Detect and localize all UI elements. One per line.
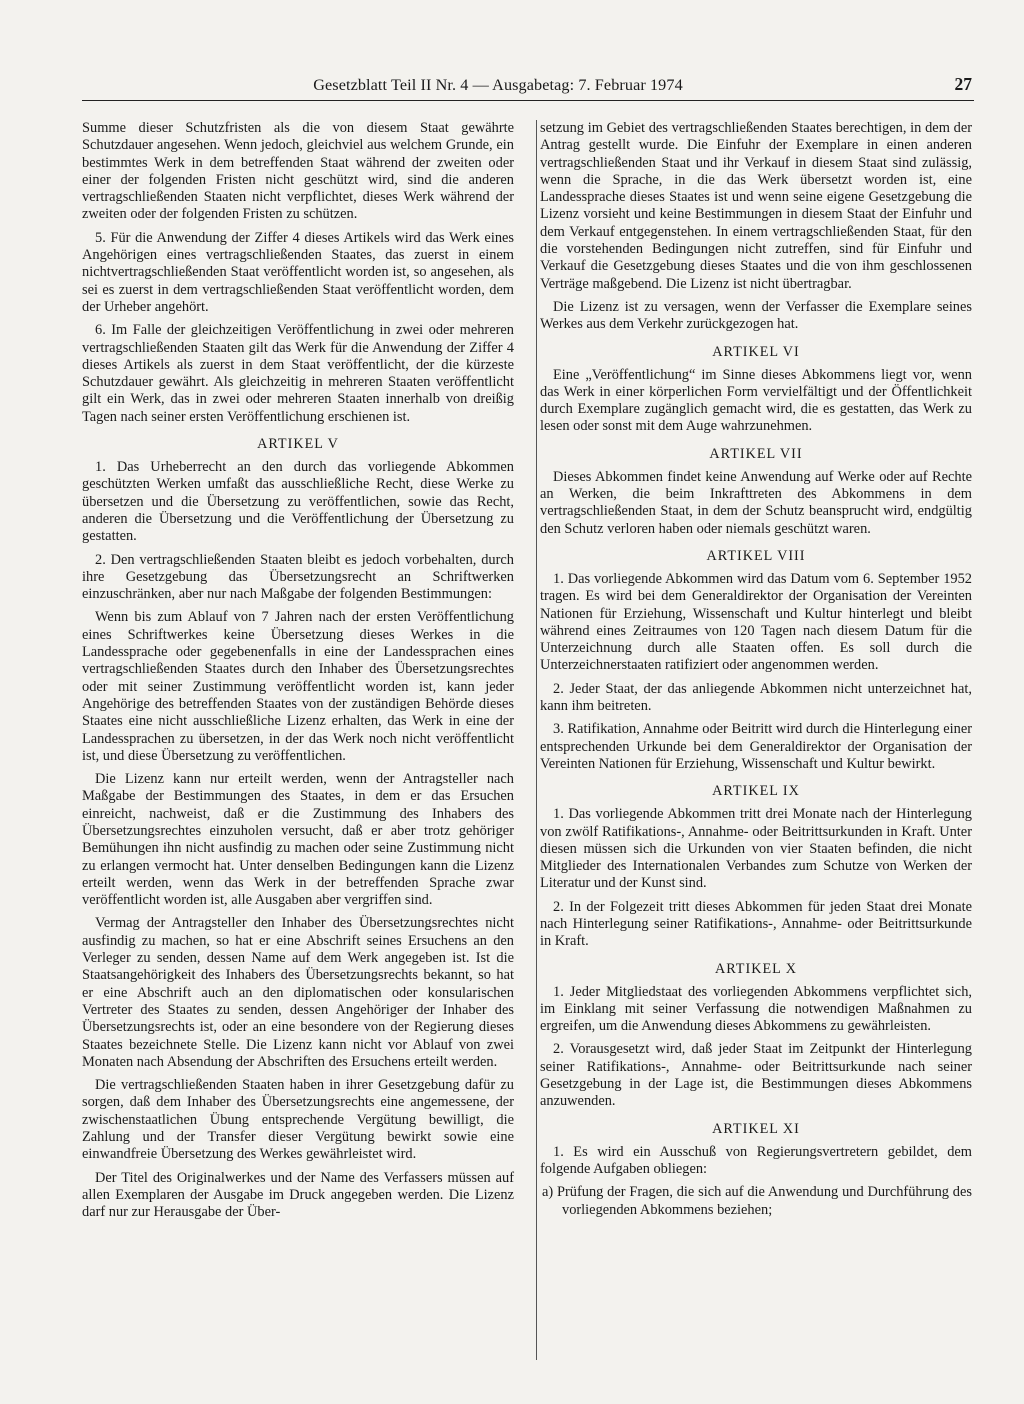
paragraph: Der Titel des Originalwerkes und der Name des Verfassers müssen auf allen Exemplaren der Ausgabe im Druck angegeben werden. Die Lizenz darf nur zur Herausgabe der Über- — [82, 1169, 514, 1221]
left-column — [82, 120, 514, 1228]
paragraph: Dieses Abkommen findet keine Anwendung auf Werke oder auf Rechte an Werken, die beim Inkrafttreten des Abkommens in dem vertragschließenden Staat, in dem der Schutz beansprucht wird, endgültig den Schutz verloren haben oder niemals geschützt waren. — [540, 468, 972, 537]
header-title: Gesetzblatt Teil II Nr. 4 — Ausgabetag: 7. Februar 1974 — [313, 76, 683, 94]
paragraph: 1. Jeder Mitgliedstaat des vorliegenden Abkommens verpflichtet sich, im Einklang mit seiner Verfassung die notwendigen Maßnahmen zu ergreifen, um die Anwendung dieses Abkommens zu gewährleisten. — [540, 983, 972, 1035]
page-number: 27 — [954, 74, 972, 94]
paragraph: Vermag der Antragsteller den Inhaber des Übersetzungsrechtes nicht ausfindig zu machen, so hat er eine Abschrift seines Ersuchens an den Verleger zu senden, dessen Name auf dem Werk angegeben ist. Ist die Staatsangehörigkeit des Inhabers des Übersetzungsrechts bekannt, so hat er eine Abschrift auch an den diplomatischen oder konsularischen Vertreter des Staates zu senden, dessen Angehöriger der Inhaber des Übersetzungsrechts ist, oder an eine besondere von der Regierung dieses Staates bezeichnete Stelle. Die Lizenz kann nicht vor Ablauf von zwei Monaten nach Absendung der Abschriften des Ersuchens erteilt werden. — [82, 915, 514, 1070]
paragraph: 1. Es wird ein Ausschuß von Regierungsvertretern gebildet, dem folgende Aufgaben obliegen: — [540, 1143, 972, 1177]
paragraph: Die vertragschließenden Staaten haben in ihrer Gesetzgebung dafür zu sorgen, daß dem Inhaber des Übersetzungsrechts eine angemessene, der zwischenstaatlichen Übung entsprechende Vergütung bewilligt, die Zahlung und der Transfer dieser Vergütung bewirkt sowie eine einwandfreie Übersetzung des Werkes gewährleistet wird. — [82, 1077, 514, 1163]
paragraph: Die Lizenz kann nur erteilt werden, wenn der Antragsteller nach Maßgabe der Bestimmungen des Staates, in dem er das Ersuchen einreicht, nachweist, daß er die Zustimmung des Inhabers des Übersetzungsrechtes einzuholen versucht, daß er aber trotz gehöriger Bemühungen ihn nicht ausfindig zu machen oder seine Zustimmung nicht zu erlangen vermocht hat. Unter denselben Bedingungen kann die Lizenz erteilt werden, wenn das Werk in der betreffenden Sprache zwar veröffentlicht worden ist, alle Ausgaben aber vergriffen sind. — [82, 771, 514, 909]
paragraph: setzung im Gebiet des vertragschließenden Staates berechtigen, in dem der Antrag gestellt wurde. Die Einfuhr der Exemplare in einen anderen vertragschließenden Staat und ihr Verkauf in diesem Staat sind zulässig, wenn die Sprache, in die das Werk übersetzt worden ist, eine Landessprache dieses Staates ist und wenn seine eigene Gesetzgebung die Lizenz vorsieht und keine Bestimmungen in diesem Staat der Einfuhr und dem Verkauf entgegenstehen. In einem vertragschließenden Staat, für den die vorstehenden Bedingungen nicht zutreffen, sind für Einfuhr und Verkauf die Gesetzgebung dieses Staates und die von ihm geschlossenen Verträge maßgebend. Die Lizenz ist nicht übertragbar. — [540, 120, 972, 292]
page-header — [82, 74, 974, 101]
paragraph: 5. Für die Anwendung der Ziffer 4 dieses Artikels wird das Werk eines Angehörigen eines vertragschließenden Staates, das zuerst in einem nichtvertragschließenden Staat veröffentlicht worden ist, so angesehen, als sei es zuerst in dem vertragschließenden Staat veröffentlicht worden, dem der Urheber angehört. — [82, 229, 514, 315]
paragraph: 2. Vorausgesetzt wird, daß jeder Staat im Zeitpunkt der Hinterlegung seiner Ratifikations-, Annahme- oder Beitrittsurkunde nach seiner Gesetzgebung in der Lage ist, die Bestimmungen dieses Abkommens anzuwenden. — [540, 1041, 972, 1110]
article-heading: ARTIKEL VI — [712, 343, 800, 360]
paragraph: 1. Das vorliegende Abkommen wird das Datum vom 6. September 1952 tragen. Es wird bei dem Generaldirektor der Organisation der Vereinten Nationen für Erziehung, Wissenschaft und Kultur hinterlegt und bleibt während eines Zeitraumes von 120 Tagen nach diesem Datum für die Unterzeichnung durch alle Staaten offen. Es soll durch die Unterzeichnerstaaten ratifiziert oder angenommen werden. — [540, 570, 972, 674]
paragraph: 2. Jeder Staat, der das anliegende Abkommen nicht unterzeichnet hat, kann ihm beitreten. — [540, 680, 972, 715]
paragraph: 2. In der Folgezeit tritt dieses Abkommen für jeden Staat drei Monate nach Hinterlegung seiner Ratifikations-, Annahme- oder Beitrittsurkunde in Kraft. — [540, 898, 972, 950]
article-heading: ARTIKEL V — [257, 436, 339, 453]
paragraph: 1. Das vorliegende Abkommen tritt drei Monate nach der Hinterlegung von zwölf Ratifikations-, Annahme- oder Beitrittsurkunden in Kraft. Unter diesen müssen sich die Urkunden von vier Staaten befinden, die nicht Mitglieder des Internationalen Verbandes zum Schutze von Werken der Literatur und der Kunst sind. — [540, 806, 972, 892]
right-column — [536, 120, 976, 1360]
paragraph: Die Lizenz ist zu versagen, wenn der Verfasser die Exemplare seines Werkes aus dem Verkehr zurückgezogen hat. — [540, 298, 972, 333]
paragraph: 1. Das Urheberrecht an den durch das vorliegende Abkommen geschützten Werken umfaßt das ausschließliche Recht, diese Werke zu übersetzen und die Übersetzung zu veröffentlichen, sowie das Recht, anderen die Übersetzung und die Veröffentlichung der Übersetzung zu gestatten. — [82, 459, 514, 545]
paragraph: Summe dieser Schutzfristen als die von diesem Staat gewährte Schutzdauer angesehen. Wenn jedoch, gleichviel aus welchem Grunde, ein bestimmtes Werk in dem betreffenden Staat während der zweiten oder einer der folgenden Fristen nicht geschützt wird, sind die anderen vertragschließenden Staaten nicht verpflichtet, dieses Werk während der zweiten oder der folgenden Fristen zu schützen. — [82, 120, 514, 223]
paragraph: Wenn bis zum Ablauf von 7 Jahren nach der ersten Veröffentlichung eines Schriftwerkes keine Übersetzung dieses Werkes in die Landessprache oder gegebenenfalls in eine der Landessprachen eines vertragschließenden Staates durch den Inhaber des Übersetzungsrechtes oder mit seiner Zustimmung veröffentlicht worden ist, kann jeder Angehörige des betreffenden Staates von der zuständigen Behörde dieses Staates eine nicht ausschließliche Lizenz erhalten, das Werk in eine der Landessprachen zu übersetzen, in der das Werk noch nicht veröffentlicht ist, und diese Übersetzung zu veröffentlichen. — [82, 609, 514, 764]
list-item: a) Prüfung der Fragen, die sich auf die Anwendung und Durchführung des vorliegenden Abkommens beziehen; — [542, 1184, 972, 1218]
article-heading: ARTIKEL XI — [712, 1120, 800, 1137]
paragraph: 2. Den vertragschließenden Staaten bleibt es jedoch vorbehalten, durch ihre Gesetzgebung das Übersetzungsrecht an Schriftwerken einzuschränken, aber nur nach Maßgabe der folgenden Bestimmungen: — [82, 551, 514, 603]
article-heading: ARTIKEL IX — [712, 783, 800, 800]
article-heading: ARTIKEL VII — [709, 445, 803, 462]
paragraph: Eine „Veröffentlichung“ im Sinne dieses Abkommens liegt vor, wenn das Werk in einer körperlichen Form vervielfältigt und der Öffentlichkeit durch Exemplare zugänglich gemacht wird, die es gestatten, das Werk zu lesen oder sonst mit dem Auge wahrzunehmen. — [540, 366, 972, 435]
paragraph: 6. Im Falle der gleichzeitigen Veröffentlichung in zwei oder mehreren vertragschließenden Staaten gilt das Werk für die Anwendung der Ziffer 4 dieses Artikels als zuerst in dem Staat veröffentlicht, der die kürzeste Schutzdauer gewährt. Als gleichzeitig in mehreren Staaten veröffentlicht gilt ein Werk, das in zwei oder mehreren Staaten innerhalb von dreißig Tagen nach seiner ersten Veröffentlichung erschienen ist. — [82, 322, 514, 425]
paragraph: 3. Ratifikation, Annahme oder Beitritt wird durch die Hinterlegung einer entsprechenden Urkunde bei dem Generaldirektor der Organisation der Vereinten Nationen für Erziehung, Wissenschaft und Kultur bewirkt. — [540, 721, 972, 772]
article-heading: ARTIKEL VIII — [706, 547, 806, 564]
article-heading: ARTIKEL X — [714, 960, 798, 977]
